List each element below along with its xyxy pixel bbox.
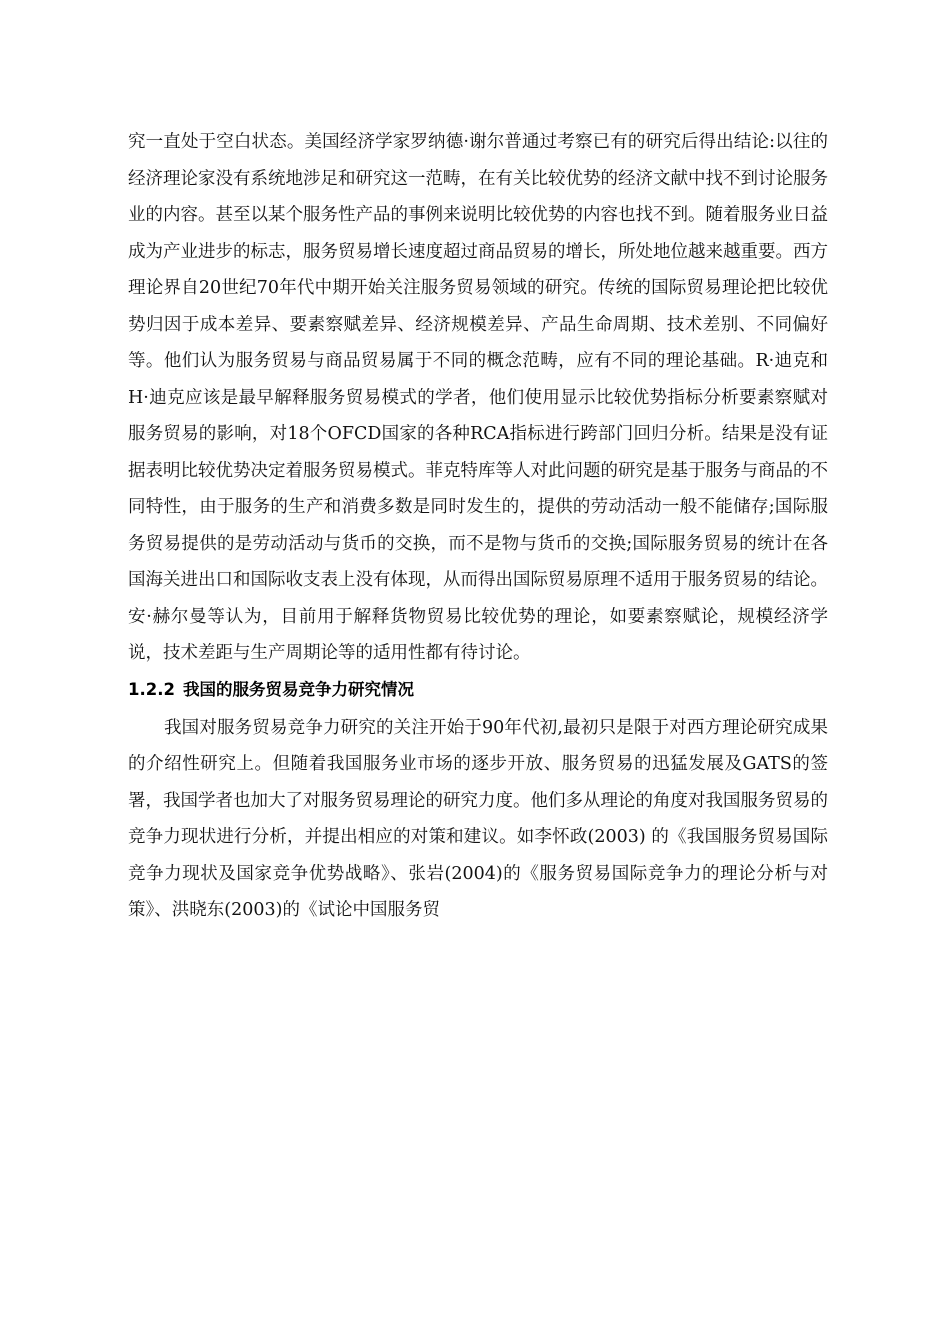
body-paragraph-1: 究一直处于空白状态。美国经济学家罗纳德·谢尔普通过考察已有的研究后得出结论:以往的经济理论家没有系统地涉足和研究这一范畴，在有关比较优势的经济文献中找不到讨论服务业的内容。甚至以某个服务性产品的事例来说明比较优势的内容也找不到。随着服务业日益成为产业进步的标志，服务贸易增长速度超过商品贸易的增长，所处地位越来越重要。西方理论界自20世纪70年代中期开始关注服务贸易领域的研究。传统的国际贸易理论把比较优势归因于成本差异、要素察赋差异、经济规模差异、产品生命周期、技术差别、不同偏好等。他们认为服务贸易与商品贸易属于不同的概念范畴，应有不同的理论基础。R·迪克和H·迪克应该是最早解释服务贸易模式的学者，他们使用显示比较优势指标分析要素察赋对服务贸易的影响，对18个OFCD国家的各种RCA指标进行跨部门回归分析。结果是没有证据表明比较优势决定着服务贸易模式。菲克特库等人对此问题的研究是基于服务与商品的不同特性，由于服务的生产和消费多数是同时发生的，提供的劳动活动一般不能储存;国际服务贸易提供的是劳动活动与货币的交换，而不是物与货币的交换;国际服务贸易的统计在各国海关进出口和国际收支表上没有体现，从而得出国际贸易原理不适用于服务贸易的结论。安·赫尔曼等认为，目前用于解释货物贸易比较优势的理论，如要素察赋论，规模经济学说，技术差距与生产周期论等的适用性都有待讨论。 <box>128 132 828 663</box>
section-title: 我国的服务贸易竞争力研究情况 <box>182 679 414 699</box>
body-paragraph-2: 我国对服务贸易竞争力研究的关注开始于90年代初,最初只是限于对西方理论研究成果的介绍性研究上。但随着我国服务业市场的逐步开放、服务贸易的迅猛发展及GATS的签署，我国学者也加大了对服务贸易理论的研究力度。他们多从理论的角度对我国服务贸易的竞争力现状进行分析，并提出相应的对策和建议。如李怀政(2003) 的《我国服务贸易国际竞争力现状及国家竞争优势战略》、张岩(2004)的《服务贸易国际竞争力的理论分析与对策》、洪晓东(2003)的《试论中国服务贸 <box>128 717 828 920</box>
section-heading <box>128 674 828 706</box>
document-body <box>128 124 828 929</box>
section-number: 1.2.2 <box>128 679 175 699</box>
